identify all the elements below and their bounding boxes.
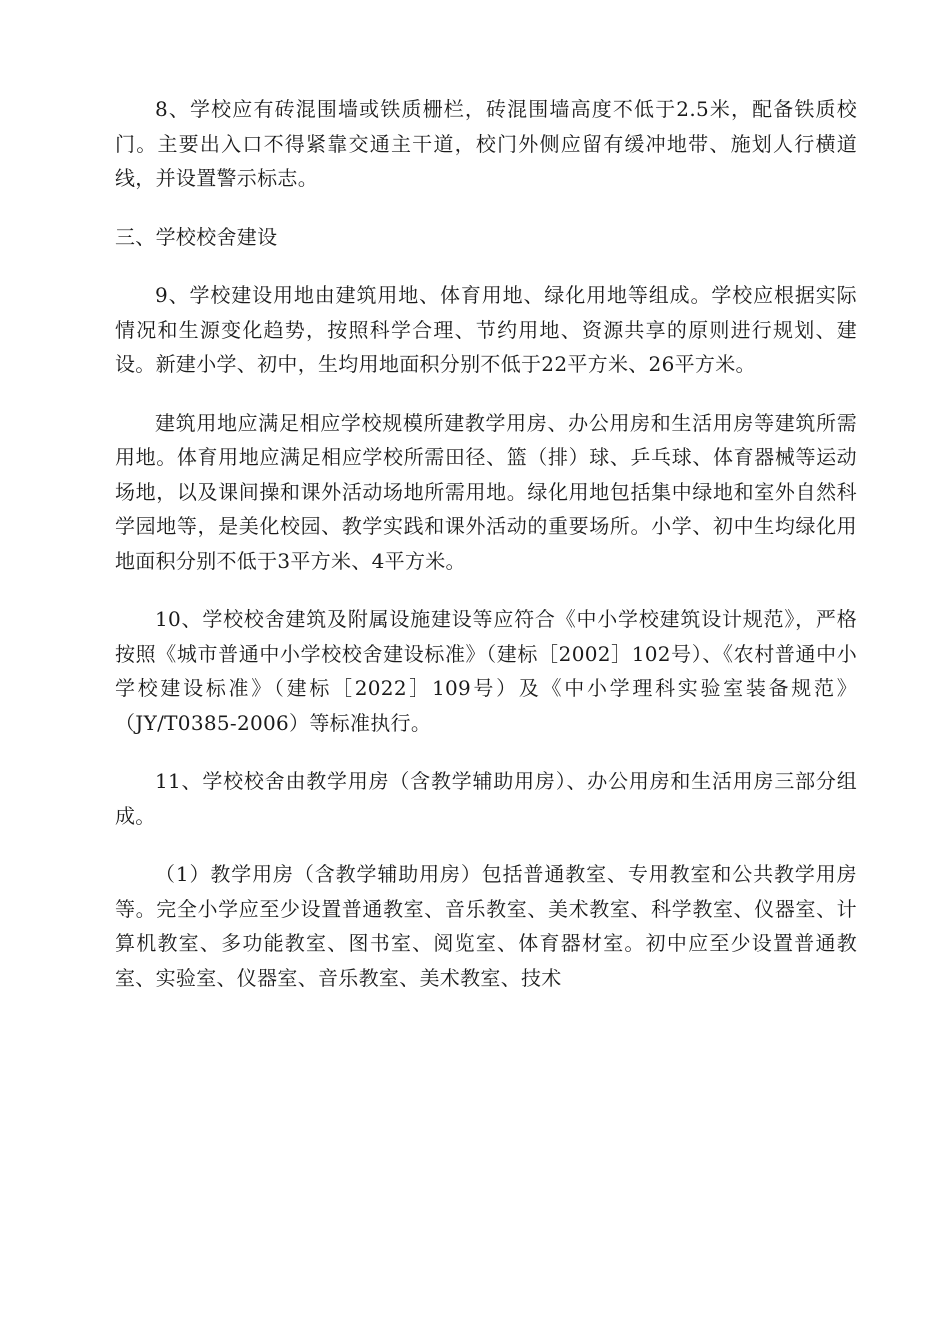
paragraph-9: 9、学校建设用地由建筑用地、体育用地、绿化用地等组成。学校应根据实际情况和生源变化趋势，按照科学合理、节约用地、资源共享的原则进行规划、建设。新建小学、初中，生均用地面积分别不低于22平方米、26平方米。 xyxy=(115,283,857,376)
paragraph-8: 8、学校应有砖混围墙或铁质栅栏，砖混围墙高度不低于2.5米，配备铁质校门。主要出入口不得紧靠交通主干道，校门外侧应留有缓冲地带、施划人行横道线，并设置警示标志。 xyxy=(115,97,857,190)
document-body xyxy=(115,92,857,1019)
paragraph-10: 10、学校校舍建筑及附属设施建设等应符合《中小学校建筑设计规范》，严格按照《城市普通中小学校校舍建设标准》（建标［2002］102号）、《农村普通中小学校建设标准》（建标［2022］109号）及《中小学理科实验室装备规范》（JY/T0385-2006）等标准执行。 xyxy=(115,607,857,735)
section-heading-3: 三、学校校舍建设 xyxy=(115,224,278,249)
paragraph-land-use: 建筑用地应满足相应学校规模所建教学用房、办公用房和生活用房等建筑所需用地。体育用地应满足相应学校所需田径、篮（排）球、乒乓球、体育器械等运动场地，以及课间操和课外活动场地所需用地。绿化用地包括集中绿地和室外自然科学园地等，是美化校园、教学实践和课外活动的重要场所。小学、初中生均绿化用地面积分别不低于3平方米、4平方米。 xyxy=(115,410,857,573)
paragraph-11-1: （1）教学用房（含教学辅助用房）包括普通教室、专用教室和公共教学用房等。完全小学应至少设置普通教室、音乐教室、美术教室、科学教室、仪器室、计算机教室、多功能教室、图书室、阅览室、体育器材室。初中应至少设置普通教室、实验室、仪器室、音乐教室、美术教室、技术 xyxy=(115,862,857,990)
paragraph-11: 11、学校校舍由教学用房（含教学辅助用房）、办公用房和生活用房三部分组成。 xyxy=(115,769,857,828)
